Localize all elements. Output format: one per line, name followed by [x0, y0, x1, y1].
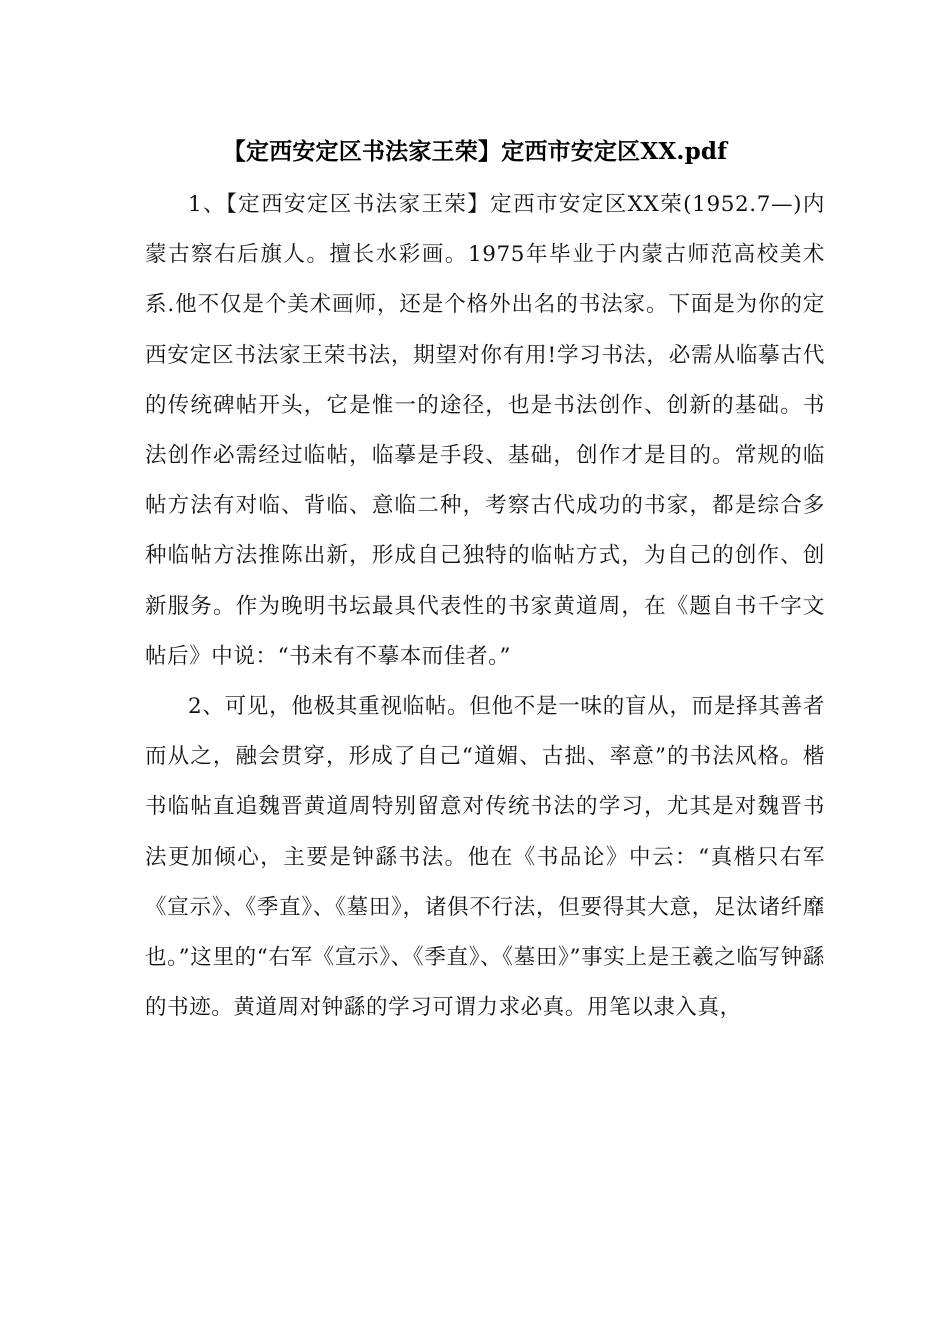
document-body	[145, 180, 825, 1033]
paragraph-1: 1、【定西安定区书法家王荣】定西市安定区XX荣(1952.7—)内蒙古察右后旗人。擅长水彩画。1975年毕业于内蒙古师范高校美术系.他不仅是个美术画师，还是个格外出名的书法家。下面是为你的定西安定区书法家王荣书法，期望对你有用!学习书法，必需从临摹古代的传统碑帖开头，它是惟一的途径，也是书法创作、创新的基础。书法创作必需经过临帖，临摹是手段、基础，创作才是目的。常规的临帖方法有对临、背临、意临二种，考察古代成功的书家，都是综合多种临帖方法推陈出新，形成自己独特的临帖方式，为自己的创作、创新服务。作为晚明书坛最具代表性的书家黄道周，在《题自书千字文帖后》中说：“书未有不摹本而佳者。”	[145, 192, 825, 669]
document-title: 【定西安定区书法家王荣】定西市安定区XX.pdf	[222, 138, 728, 165]
paragraph-2: 2、可见，他极其重视临帖。但他不是一味的盲从，而是择其善者而从之，融会贯穿，形成了自己“道媚、古拙、率意”的书法风格。楷书临帖直追魏晋黄道周特别留意对传统书法的学习，尤其是对魏晋书法更加倾心，主要是钟繇书法。他在《书品论》中云：“真楷只右军《宣示》、《季直》、《墓田》，诸俱不行法，但要得其大意，足汰诸纤靡也。”这里的“右军《宣示》、《季直》、《墓田》”事实上是王羲之临写钟繇的书迹。黄道周对钟繇的学习可谓力求必真。用笔以隶入真，	[145, 694, 825, 1021]
